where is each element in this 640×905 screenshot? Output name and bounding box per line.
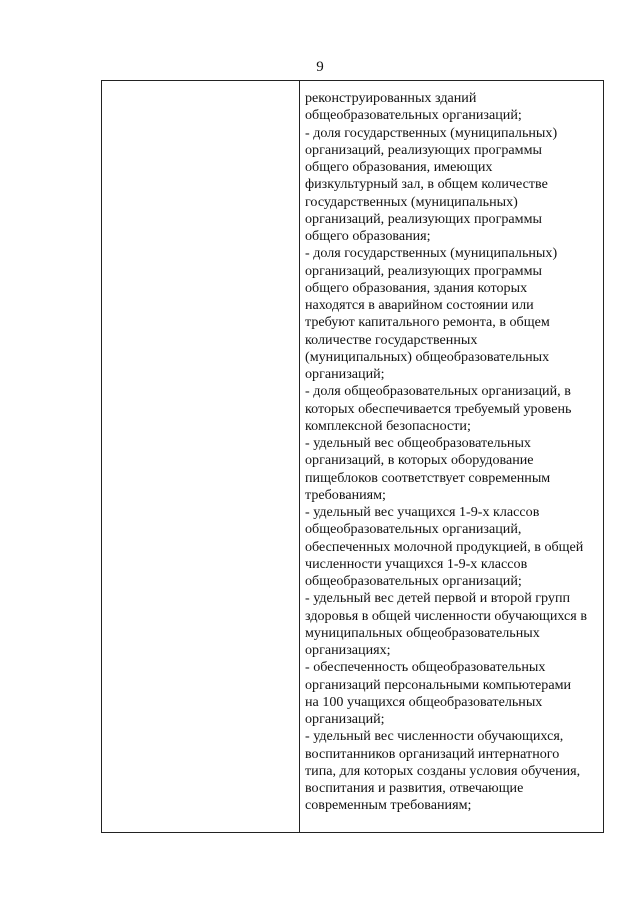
table-cell-left (102, 81, 300, 832)
table-text-line: которых обеспечивается требуемый уровень (305, 400, 572, 417)
table-text-line: - доля общеобразовательных организаций, в (305, 383, 571, 400)
table-text-line: воспитания и развития, отвечающие (305, 780, 524, 796)
document-table (101, 80, 604, 833)
table-text-line: организациях; (305, 642, 391, 658)
table-text-line: общего образования, здания которых (305, 279, 528, 296)
table-text-line: - удельный вес детей первой и второй групп (305, 590, 571, 607)
table-text-line: организаций, реализующих программы (305, 262, 542, 279)
table-text-line: государственных (муниципальных) (305, 193, 518, 210)
page-number: 9 (316, 59, 324, 75)
table-text-line: - доля государственных (муниципальных) (305, 124, 558, 141)
table-text-line: находятся в аварийном состоянии или (305, 297, 534, 313)
table-text-line: комплексной безопасности; (305, 417, 471, 434)
table-text-line: современным требованиям; (305, 797, 472, 814)
table-text-line: здоровья в общей численности обучающихся в (305, 607, 587, 624)
table-text-line: организаций; (305, 366, 385, 382)
table-text-line: физкультурный зал, в общем количестве (305, 176, 548, 193)
table-text-line: - удельный вес численности обучающихся, (305, 728, 564, 745)
table-text-line: воспитанников организаций интернатного (305, 745, 560, 762)
table-text-line: требованиям; (305, 486, 386, 503)
table-text-line: организаций; (305, 711, 385, 727)
table-text-line: муниципальных общеобразовательных (305, 624, 540, 641)
table-text-line: общеобразовательных организаций; (305, 573, 522, 589)
table-text-line: на 100 учащихся общеобразовательных (305, 693, 543, 710)
table-text-line: организаций, реализующих программы (305, 210, 542, 227)
table-text-line: (муниципальных) общеобразовательных (305, 348, 550, 365)
table-text-line: количестве государственных (305, 331, 478, 348)
table-text-line: типа, для которых созданы условия обучения, (305, 762, 581, 779)
table-cell-right (305, 90, 601, 815)
table-text-line: численности учащихся 1-9-х классов (305, 555, 528, 572)
table-text-line: - обеспеченность общеобразовательных (305, 659, 546, 676)
table-text-line: организаций, реализующих программы (305, 141, 542, 158)
table-text-line: общего образования, имеющих (305, 159, 493, 175)
table-text-line: организаций, в которых оборудование (305, 452, 534, 469)
table-text-line: пищеблоков соответствует современным (305, 469, 551, 486)
table-text-line: общеобразовательных организаций; (305, 107, 522, 124)
table-text-line: - удельный вес учащихся 1-9-х классов (305, 504, 540, 520)
table-text-line: - доля государственных (муниципальных) (305, 245, 558, 262)
table-text-line: реконструированных зданий (305, 90, 477, 106)
table-text-line: общеобразовательных организаций, (305, 521, 522, 538)
table-text-line: требуют капитального ремонта, в общем (305, 314, 550, 331)
table-text-line: обеспеченных молочной продукцией, в общей (305, 538, 584, 555)
table-text-line: общего образования; (305, 228, 431, 244)
table-text-line: организаций персональными компьютерами (305, 676, 572, 693)
table-text-line: - удельный вес общеобразовательных (305, 435, 531, 451)
